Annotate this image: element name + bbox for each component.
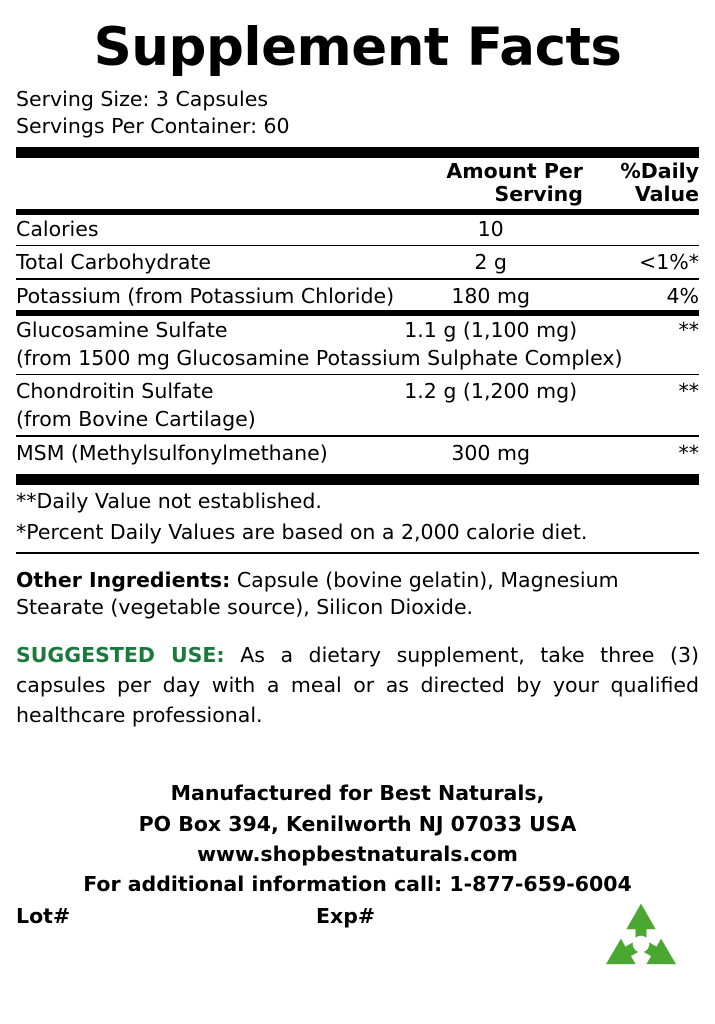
row-dv: ** [678, 317, 699, 342]
row-amount: 1.1 g (1,100 mg) [404, 317, 578, 342]
header-dv-line1: %Daily [620, 158, 699, 183]
manufacturer-line1: Manufactured for Best Naturals, [170, 781, 545, 806]
suggested-use-text: As a dietary supplement, take three (3) capsules per day with a meal or as directed by your qualified healthcare professional. [16, 643, 699, 727]
row-name: Potassium (from Potassium Chloride) [16, 283, 395, 308]
table-header-row [16, 158, 699, 209]
row-dv: ** [678, 440, 699, 465]
manufacturer-line2: PO Box 394, Kenilworth NJ 07033 USA [138, 811, 577, 836]
row-name: MSM (Methylsulfonylmethane) [16, 440, 328, 465]
row-name: Total Carbohydrate [16, 250, 212, 275]
other-ingredients-text: Capsule (bovine gelatin), Magnesium Stearate (vegetable source), Silicon Dioxide. [16, 568, 619, 620]
table-row [16, 282, 699, 310]
row-amount: 1.2 g (1,200 mg) [404, 379, 578, 404]
table-row [16, 377, 699, 405]
header-amount-line2: Serving [494, 182, 583, 207]
divider-thick-bottom [16, 474, 699, 485]
suggested-use-label: SUGGESTED USE: [16, 643, 225, 668]
row-dv: ** [678, 379, 699, 404]
divider-other-ingredients [16, 552, 699, 554]
header-daily-value [583, 158, 699, 209]
header-amount-per-serving [398, 158, 582, 209]
row-dv [583, 215, 699, 243]
nutrition-table [16, 158, 699, 209]
header-dv-line2: Value [634, 182, 699, 207]
row-dv: <1%* [639, 250, 699, 275]
manufacturer-block [16, 778, 699, 899]
table-subrow [16, 344, 699, 372]
phone-line: For additional information call: 1-877-659-6004 [83, 872, 632, 897]
recycle-icon [593, 898, 689, 990]
row-amount: 2 g [474, 250, 507, 275]
other-ingredients [16, 567, 699, 621]
divider-thick-top [16, 147, 699, 158]
other-ingredients-label: Other Ingredients: [16, 568, 231, 593]
row-amount: 10 [477, 216, 504, 241]
website-link[interactable]: www.shopbestnaturals.com [197, 842, 518, 867]
header-amount-line1: Amount Per [446, 158, 583, 183]
servings-per-container: Servings Per Container: 60 [16, 113, 290, 138]
serving-size: Serving Size: 3 Capsules [16, 86, 269, 111]
footnote-daily-value: **Daily Value not established. [16, 488, 322, 513]
nutrient-rows-group2 [16, 316, 699, 467]
suggested-use [16, 641, 699, 730]
table-row [16, 248, 699, 276]
table-row [16, 439, 699, 467]
row-name: Calories [16, 216, 99, 241]
table-row [16, 215, 699, 243]
row-subtext: (from Bovine Cartilage) [16, 407, 256, 432]
footnote-percent-dv: *Percent Daily Values are based on a 2,000 calorie diet. [16, 519, 588, 544]
row-subtext: (from 1500 mg Glucosamine Potassium Sulphate Complex) [16, 345, 623, 370]
nutrient-rows-group1 [16, 215, 699, 310]
row-name: Chondroitin Sulfate [16, 379, 214, 404]
exp-label: Exp# [316, 903, 376, 928]
page-title: Supplement Facts [93, 17, 622, 78]
row-amount: 180 mg [451, 283, 530, 308]
row-dv: 4% [666, 283, 699, 308]
header-blank [16, 158, 398, 209]
table-subrow [16, 405, 699, 433]
row-amount: 300 mg [451, 440, 530, 465]
row-name: Glucosamine Sulfate [16, 317, 228, 342]
lot-label: Lot# [16, 903, 71, 928]
table-row [16, 316, 699, 344]
